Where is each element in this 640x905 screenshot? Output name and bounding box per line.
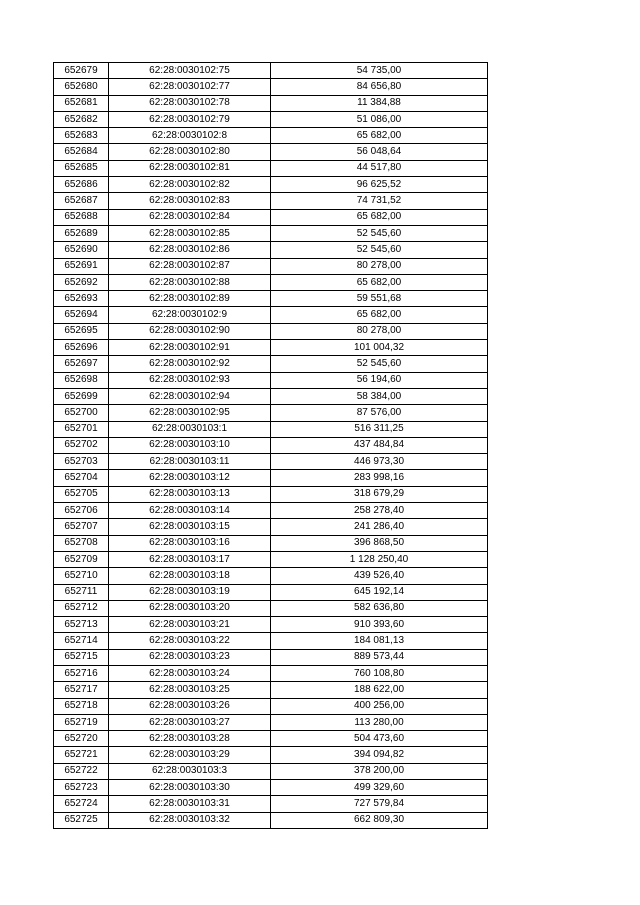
cadastral-number-cell: 62:28:0030103:16 — [109, 535, 271, 551]
table-row — [54, 731, 488, 747]
cadastral-number-cell: 62:28:0030102:86 — [109, 242, 271, 258]
value-cell: 80 278,00 — [271, 323, 488, 339]
row-number-cell: 652706 — [54, 503, 109, 519]
cadastral-number-cell: 62:28:0030102:81 — [109, 160, 271, 176]
cadastral-number-cell: 62:28:0030102:89 — [109, 291, 271, 307]
value-cell: 101 004,32 — [271, 340, 488, 356]
table-row — [54, 242, 488, 258]
table-row — [54, 617, 488, 633]
table-row — [54, 323, 488, 339]
value-cell: 499 329,60 — [271, 780, 488, 796]
cadastral-number-cell: 62:28:0030102:94 — [109, 388, 271, 404]
cadastral-number-cell: 62:28:0030102:88 — [109, 274, 271, 290]
row-number-cell: 652717 — [54, 682, 109, 698]
row-number-cell: 652714 — [54, 633, 109, 649]
value-cell: 394 094,82 — [271, 747, 488, 763]
cadastral-number-cell: 62:28:0030103:24 — [109, 665, 271, 681]
table-row — [54, 209, 488, 225]
row-number-cell: 652722 — [54, 763, 109, 779]
cadastral-number-cell: 62:28:0030103:30 — [109, 780, 271, 796]
value-cell: 645 192,14 — [271, 584, 488, 600]
cadastral-number-cell: 62:28:0030103:14 — [109, 503, 271, 519]
table-row — [54, 584, 488, 600]
value-cell: 318 679,29 — [271, 486, 488, 502]
cadastral-number-cell: 62:28:0030103:29 — [109, 747, 271, 763]
table-row — [54, 600, 488, 616]
cadastral-number-cell: 62:28:0030102:93 — [109, 372, 271, 388]
row-number-cell: 652707 — [54, 519, 109, 535]
table-row — [54, 128, 488, 144]
row-number-cell: 652713 — [54, 617, 109, 633]
row-number-cell: 652682 — [54, 111, 109, 127]
row-number-cell: 652680 — [54, 79, 109, 95]
value-cell: 80 278,00 — [271, 258, 488, 274]
cadastral-number-cell: 62:28:0030103:28 — [109, 731, 271, 747]
table-row — [54, 682, 488, 698]
cadastral-number-cell: 62:28:0030103:10 — [109, 437, 271, 453]
value-cell: 504 473,60 — [271, 731, 488, 747]
value-cell: 65 682,00 — [271, 307, 488, 323]
value-cell: 96 625,52 — [271, 177, 488, 193]
value-cell: 65 682,00 — [271, 274, 488, 290]
table-row — [54, 698, 488, 714]
cadastral-number-cell: 62:28:0030103:32 — [109, 812, 271, 828]
row-number-cell: 652688 — [54, 209, 109, 225]
table-row — [54, 356, 488, 372]
cadastral-number-cell: 62:28:0030102:8 — [109, 128, 271, 144]
row-number-cell: 652703 — [54, 454, 109, 470]
cadastral-number-cell: 62:28:0030102:87 — [109, 258, 271, 274]
table-row — [54, 470, 488, 486]
cadastral-number-cell: 62:28:0030102:79 — [109, 111, 271, 127]
value-cell: 59 551,68 — [271, 291, 488, 307]
value-cell: 54 735,00 — [271, 63, 488, 79]
table-row — [54, 95, 488, 111]
cadastral-number-cell: 62:28:0030103:1 — [109, 421, 271, 437]
row-number-cell: 652694 — [54, 307, 109, 323]
table-row — [54, 160, 488, 176]
row-number-cell: 652695 — [54, 323, 109, 339]
cadastral-number-cell: 62:28:0030103:23 — [109, 649, 271, 665]
value-cell: 188 622,00 — [271, 682, 488, 698]
table-row — [54, 340, 488, 356]
cadastral-number-cell: 62:28:0030102:80 — [109, 144, 271, 160]
row-number-cell: 652705 — [54, 486, 109, 502]
table-row — [54, 763, 488, 779]
row-number-cell: 652709 — [54, 551, 109, 567]
row-number-cell: 652718 — [54, 698, 109, 714]
value-cell: 44 517,80 — [271, 160, 488, 176]
table-row — [54, 649, 488, 665]
cadastral-number-cell: 62:28:0030103:25 — [109, 682, 271, 698]
value-cell: 910 393,60 — [271, 617, 488, 633]
table-row — [54, 144, 488, 160]
row-number-cell: 652697 — [54, 356, 109, 372]
table-body — [54, 63, 488, 829]
value-cell: 11 384,88 — [271, 95, 488, 111]
value-cell: 184 081,13 — [271, 633, 488, 649]
row-number-cell: 652700 — [54, 405, 109, 421]
row-number-cell: 652719 — [54, 714, 109, 730]
value-cell: 51 086,00 — [271, 111, 488, 127]
row-number-cell: 652702 — [54, 437, 109, 453]
value-cell: 437 484,84 — [271, 437, 488, 453]
row-number-cell: 652692 — [54, 274, 109, 290]
row-number-cell: 652685 — [54, 160, 109, 176]
cadastral-number-cell: 62:28:0030103:17 — [109, 551, 271, 567]
value-cell: 889 573,44 — [271, 649, 488, 665]
cadastral-number-cell: 62:28:0030102:91 — [109, 340, 271, 356]
row-number-cell: 652683 — [54, 128, 109, 144]
cadastral-number-cell: 62:28:0030103:20 — [109, 600, 271, 616]
table-row — [54, 193, 488, 209]
cadastral-number-cell: 62:28:0030103:11 — [109, 454, 271, 470]
cadastral-number-cell: 62:28:0030102:90 — [109, 323, 271, 339]
table-row — [54, 633, 488, 649]
table-row — [54, 535, 488, 551]
value-cell: 258 278,40 — [271, 503, 488, 519]
row-number-cell: 652684 — [54, 144, 109, 160]
table-row — [54, 274, 488, 290]
row-number-cell: 652708 — [54, 535, 109, 551]
row-number-cell: 652701 — [54, 421, 109, 437]
value-cell: 113 280,00 — [271, 714, 488, 730]
table-row — [54, 519, 488, 535]
cadastral-number-cell: 62:28:0030103:22 — [109, 633, 271, 649]
row-number-cell: 652720 — [54, 731, 109, 747]
table-row — [54, 568, 488, 584]
row-number-cell: 652711 — [54, 584, 109, 600]
cadastral-number-cell: 62:28:0030102:78 — [109, 95, 271, 111]
table-row — [54, 111, 488, 127]
table-row — [54, 388, 488, 404]
cadastral-number-cell: 62:28:0030103:15 — [109, 519, 271, 535]
row-number-cell: 652681 — [54, 95, 109, 111]
row-number-cell: 652723 — [54, 780, 109, 796]
cadastral-number-cell: 62:28:0030102:84 — [109, 209, 271, 225]
cadastral-number-cell: 62:28:0030102:83 — [109, 193, 271, 209]
cadastral-number-cell: 62:28:0030103:19 — [109, 584, 271, 600]
table-row — [54, 79, 488, 95]
value-cell: 56 048,64 — [271, 144, 488, 160]
value-cell: 439 526,40 — [271, 568, 488, 584]
value-cell: 582 636,80 — [271, 600, 488, 616]
value-cell: 65 682,00 — [271, 209, 488, 225]
table-row — [54, 714, 488, 730]
table-row — [54, 503, 488, 519]
row-number-cell: 652686 — [54, 177, 109, 193]
table-row — [54, 747, 488, 763]
cadastral-number-cell: 62:28:0030102:75 — [109, 63, 271, 79]
table-row — [54, 225, 488, 241]
table-row — [54, 780, 488, 796]
value-cell: 516 311,25 — [271, 421, 488, 437]
table-row — [54, 437, 488, 453]
cadastral-number-cell: 62:28:0030102:95 — [109, 405, 271, 421]
row-number-cell: 652689 — [54, 225, 109, 241]
table-row — [54, 177, 488, 193]
row-number-cell: 652724 — [54, 796, 109, 812]
value-cell: 87 576,00 — [271, 405, 488, 421]
table-row — [54, 258, 488, 274]
row-number-cell: 652699 — [54, 388, 109, 404]
table-row — [54, 421, 488, 437]
row-number-cell: 652693 — [54, 291, 109, 307]
value-cell: 52 545,60 — [271, 356, 488, 372]
cadastral-number-cell: 62:28:0030102:82 — [109, 177, 271, 193]
value-cell: 760 108,80 — [271, 665, 488, 681]
row-number-cell: 652679 — [54, 63, 109, 79]
table-row — [54, 665, 488, 681]
cadastral-number-cell: 62:28:0030102:9 — [109, 307, 271, 323]
table-row — [54, 372, 488, 388]
value-cell: 58 384,00 — [271, 388, 488, 404]
row-number-cell: 652710 — [54, 568, 109, 584]
row-number-cell: 652696 — [54, 340, 109, 356]
value-cell: 446 973,30 — [271, 454, 488, 470]
value-cell: 400 256,00 — [271, 698, 488, 714]
value-cell: 396 868,50 — [271, 535, 488, 551]
cadastral-number-cell: 62:28:0030102:77 — [109, 79, 271, 95]
row-number-cell: 652687 — [54, 193, 109, 209]
value-cell: 283 998,16 — [271, 470, 488, 486]
value-cell: 241 286,40 — [271, 519, 488, 535]
cadastral-number-cell: 62:28:0030103:12 — [109, 470, 271, 486]
cadastral-number-cell: 62:28:0030103:31 — [109, 796, 271, 812]
row-number-cell: 652690 — [54, 242, 109, 258]
table-row — [54, 796, 488, 812]
row-number-cell: 652704 — [54, 470, 109, 486]
cadastral-number-cell: 62:28:0030103:26 — [109, 698, 271, 714]
value-cell: 56 194,60 — [271, 372, 488, 388]
table-row — [54, 307, 488, 323]
data-table — [53, 62, 488, 829]
table-row — [54, 63, 488, 79]
value-cell: 378 200,00 — [271, 763, 488, 779]
table-row — [54, 551, 488, 567]
value-cell: 1 128 250,40 — [271, 551, 488, 567]
table-row — [54, 291, 488, 307]
cadastral-number-cell: 62:28:0030103:18 — [109, 568, 271, 584]
value-cell: 662 809,30 — [271, 812, 488, 828]
value-cell: 52 545,60 — [271, 225, 488, 241]
row-number-cell: 652691 — [54, 258, 109, 274]
table-row — [54, 486, 488, 502]
table-row — [54, 454, 488, 470]
cadastral-number-cell: 62:28:0030103:3 — [109, 763, 271, 779]
cadastral-number-cell: 62:28:0030103:27 — [109, 714, 271, 730]
row-number-cell: 652715 — [54, 649, 109, 665]
row-number-cell: 652712 — [54, 600, 109, 616]
value-cell: 65 682,00 — [271, 128, 488, 144]
value-cell: 727 579,84 — [271, 796, 488, 812]
value-cell: 52 545,60 — [271, 242, 488, 258]
cadastral-number-cell: 62:28:0030103:13 — [109, 486, 271, 502]
table-row — [54, 812, 488, 828]
row-number-cell: 652698 — [54, 372, 109, 388]
row-number-cell: 652725 — [54, 812, 109, 828]
row-number-cell: 652716 — [54, 665, 109, 681]
value-cell: 84 656,80 — [271, 79, 488, 95]
value-cell: 74 731,52 — [271, 193, 488, 209]
document-page — [53, 62, 488, 829]
table-row — [54, 405, 488, 421]
row-number-cell: 652721 — [54, 747, 109, 763]
cadastral-number-cell: 62:28:0030102:92 — [109, 356, 271, 372]
cadastral-number-cell: 62:28:0030103:21 — [109, 617, 271, 633]
cadastral-number-cell: 62:28:0030102:85 — [109, 225, 271, 241]
